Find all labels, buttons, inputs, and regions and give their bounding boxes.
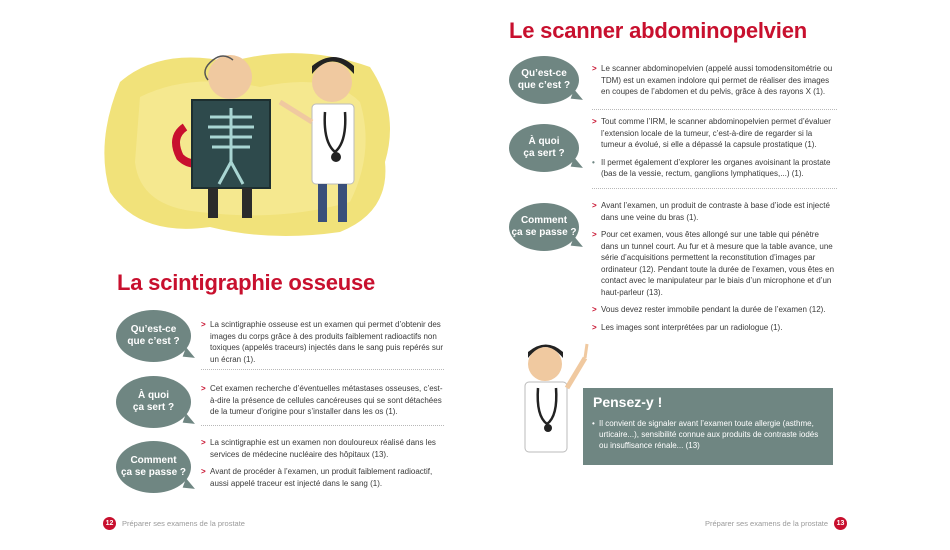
right-what-text	[592, 63, 837, 104]
left-why-bubble: À quoi ça sert ?	[116, 376, 191, 428]
right-why-dot-item: • Il permet également d’explorer les organes avoisinant la prostate (bas de la vessie, rectum, ganglions lymphatiques,...) (1).	[592, 157, 837, 180]
divider	[592, 109, 837, 110]
right-how-text	[592, 200, 837, 339]
xray-illustration	[100, 42, 400, 242]
left-footer	[103, 517, 245, 530]
left-what-item: > La scintigraphie osseuse est un examen qui permet d’obtenir des images du corps grâce à des produits faiblement radioactifs non toxiques (appelés traceurs) injectés dans le sang puis repérés sur un écran (1).	[201, 319, 444, 365]
left-what-bubble: Qu’est-ce que c’est ?	[116, 310, 191, 362]
right-how-item: > Avant l’examen, un produit de contraste à base d’iode est injecté dans une veine du bras (1).	[592, 200, 837, 223]
pensez-y-title: Pensez-y !	[593, 394, 663, 410]
pensez-y-box	[583, 388, 833, 465]
right-how-item: > Vous devez rester immobile pendant la durée de l’examen (12).	[592, 304, 837, 316]
right-what-bubble: Qu’est-ce que c’est ?	[509, 56, 579, 104]
right-why-text	[592, 116, 837, 186]
footer-text: Préparer ses examens de la prostate	[122, 519, 245, 528]
right-how-bubble: Comment ça se passe ?	[509, 203, 579, 251]
right-how-item: > Les images sont interprétées par un radiologue (1).	[592, 322, 837, 334]
page-number: 13	[834, 517, 847, 530]
right-page-title: Le scanner abdominopelvien	[509, 18, 807, 43]
patient-head	[208, 55, 252, 99]
pensez-y-text: • Il convient de signaler avant l’examen toute allergie (asthme, urticaire...), sensibilité connue aux produits de contraste iodés ou insuffisance rénale... (13)	[599, 418, 823, 451]
left-how-text	[201, 437, 444, 495]
footer-text: Préparer ses examens de la prostate	[705, 519, 828, 528]
divider	[201, 425, 444, 426]
pointing-doctor-illustration	[505, 338, 595, 458]
right-why-item: > Tout comme l’IRM, le scanner abdominopelvien permet d’évaluer l’extension locale de la tumeur, c’est-à-dire de regarder si la tumeur a évolué, si elle a dépassé la capsule prostatique (1).	[592, 116, 837, 151]
divider	[201, 369, 444, 370]
divider	[592, 188, 837, 189]
left-how-item: > La scintigraphie est un examen non douloureux réalisé dans les services de médecine nucléaire des hôpitaux (13).	[201, 437, 444, 460]
left-why-item: > Cet examen recherche d’éventuelles métastases osseuses, c’est-à-dire la présence de cellules cancéreuses qui se sont détachées de la tumeur d’origine pour s’installer dans les os (1).	[201, 383, 444, 418]
left-page-title: La scintigraphie osseuse	[117, 270, 376, 295]
left-what-text	[201, 319, 444, 371]
page-number: 12	[103, 517, 116, 530]
doctor-head	[312, 62, 352, 102]
left-how-bubble: Comment ça se passe ?	[116, 441, 191, 493]
right-why-bubble: À quoi ça sert ?	[509, 124, 579, 172]
right-how-item: > Pour cet examen, vous êtes allongé sur une table qui pénètre dans un tunnel court. Au fur et à mesure que la table avance, une série d’acquisitions permettent la reconstitution d’images par ordinateur (12). Pendant toute la durée de l’examen, vous êtes en contact avec le manipulateur par le biais d’un microphone et d’un haut-parleur (13).	[592, 229, 837, 298]
left-why-text	[201, 383, 444, 424]
right-what-item: > Le scanner abdominopelvien (appelé aussi tomodensitométrie ou TDM) est un examen indolore qui permet de réaliser des images en coupes de l’abdomen et du pelvis, grâce à des rayons X (1).	[592, 63, 837, 98]
left-how-item: > Avant de procéder à l’examen, un produit faiblement radioactif, aussi appelé traceur est injecté dans le sang (1).	[201, 466, 444, 489]
right-footer	[705, 517, 847, 530]
